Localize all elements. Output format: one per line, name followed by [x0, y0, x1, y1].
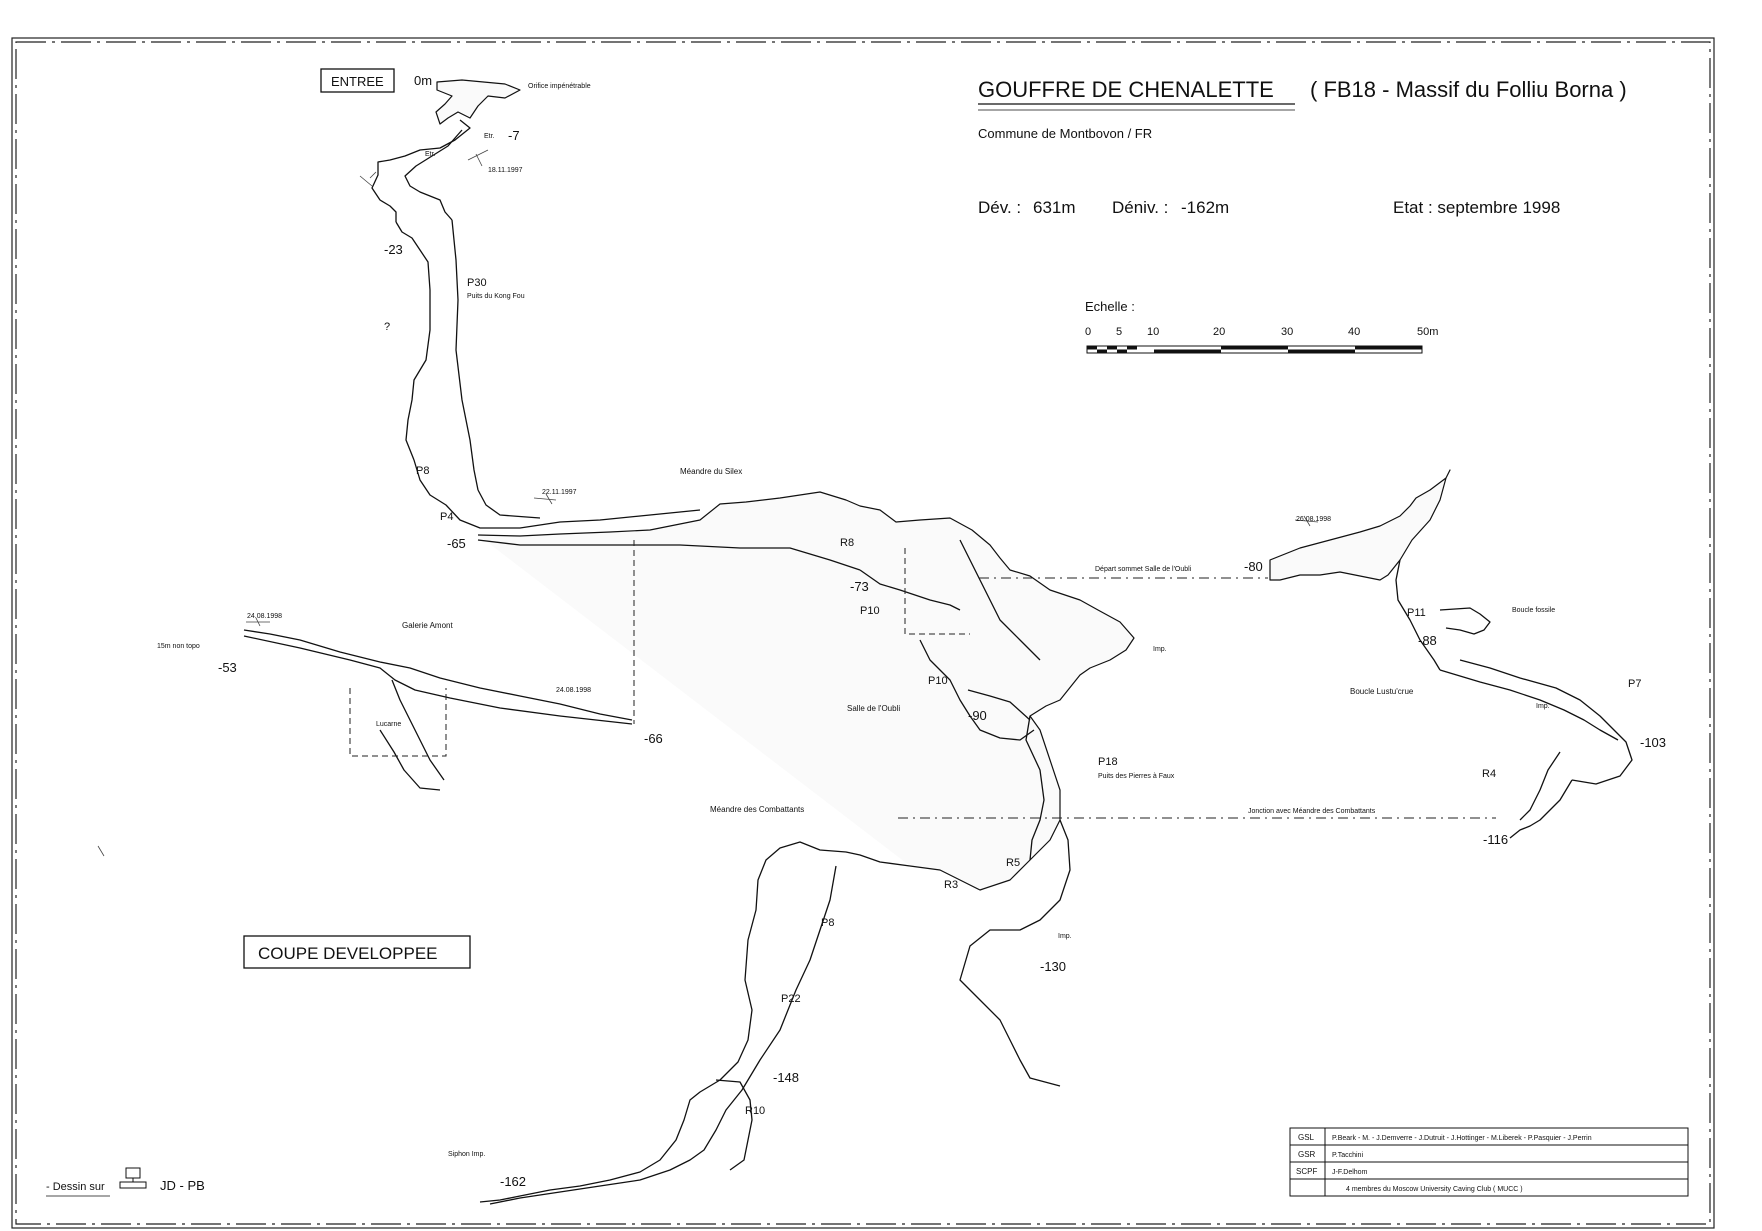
- label-r8: R8: [840, 537, 855, 549]
- label-non-topo: 15m non topo: [157, 643, 200, 650]
- deniv-value: -162m: [1181, 198, 1230, 217]
- label-meandre-combattants: Méandre des Combattants: [710, 805, 805, 814]
- label-puits-kong-fou: Puits du Kong Fou: [467, 293, 525, 300]
- label-p4: P4: [440, 511, 454, 523]
- label-r10: R10: [745, 1105, 766, 1117]
- depth-103: -103: [1640, 735, 1667, 750]
- scale-tick-10: 10: [1147, 326, 1160, 338]
- depth-88: -88: [1418, 633, 1437, 648]
- scale-tick-20: 20: [1213, 326, 1226, 338]
- depth-148: -148: [773, 1070, 800, 1085]
- label-lucarne: Lucarne: [376, 721, 402, 728]
- label-p8-top: P8: [416, 465, 430, 477]
- depth-90: -90: [968, 708, 987, 723]
- coupe-label: COUPE DEVELOPPEE: [258, 944, 438, 963]
- scale-tick-50: 50m: [1417, 326, 1439, 338]
- survey-subtitle: ( FB18 - Massif du Folliu Borna ): [1310, 77, 1627, 102]
- credits-club-1: GSR: [1298, 1150, 1316, 1159]
- label-question: ?: [384, 321, 391, 333]
- label-etr-1: Etr.: [484, 133, 495, 140]
- label-date-24-08-1998-b: 24.08.1998: [556, 687, 592, 694]
- depth-116: -116: [1483, 832, 1509, 847]
- label-r5: R5: [1006, 857, 1021, 869]
- label-date-18-11-1997: 18.11.1997: [488, 167, 523, 174]
- credits-names-2: J-F.Delhom: [1332, 1169, 1368, 1176]
- label-p8-bottom: P8: [821, 917, 835, 929]
- label-p11: P11: [1407, 607, 1426, 619]
- label-galerie-amont: Galerie Amont: [402, 621, 453, 630]
- credits-names-0: P.Beark - M. - J.Demverre - J.Dutruit - J.Hottinger - M.Liberek - P.Pasquier - J.Perrin: [1332, 1135, 1592, 1142]
- scale-tick-0: 0: [1085, 326, 1092, 338]
- depth-130: -130: [1040, 959, 1067, 974]
- scale-bar: [1087, 346, 1422, 353]
- label-imp-2: Imp.: [1536, 703, 1550, 710]
- credits-table: [1290, 1128, 1688, 1196]
- label-date-24-08-1998: 24.08.1998: [247, 613, 283, 620]
- credits-club-0: GSL: [1298, 1133, 1315, 1142]
- label-salle-oubli: Salle de l'Oubli: [847, 704, 901, 713]
- label-boucle-lustucrue: Boucle Lustu'crue: [1350, 687, 1414, 696]
- depth-23: -23: [384, 242, 403, 257]
- label-date-22-11-1997: 22.11.1997: [542, 489, 577, 496]
- label-p22: P22: [781, 993, 801, 1005]
- depth-53: -53: [218, 660, 237, 675]
- scale-tick-40: 40: [1348, 326, 1361, 338]
- survey-hatching: [98, 150, 1318, 856]
- dev-label: Dév. :: [978, 198, 1022, 217]
- label-puits-pierres: Puits des Pierres à Faux: [1098, 773, 1175, 780]
- depth-66: -66: [644, 731, 663, 746]
- label-depart-sommet: Départ sommet Salle de l'Oubli: [1095, 566, 1192, 573]
- credits-club-2: SCPF: [1296, 1167, 1318, 1176]
- scale-ticks: [1085, 326, 1438, 338]
- footer-authors: JD - PB: [160, 1178, 205, 1193]
- depth-7: -7: [508, 128, 520, 143]
- label-p18: P18: [1098, 756, 1118, 768]
- label-p30: P30: [467, 277, 487, 289]
- label-p10-a: P10: [860, 605, 880, 617]
- label-meandre-silex: Méandre du Silex: [680, 467, 743, 476]
- depth-162: -162: [500, 1174, 527, 1189]
- scale-label: Echelle :: [1085, 299, 1135, 314]
- label-r4: R4: [1482, 768, 1497, 780]
- credits-names-1: P.Tacchini: [1332, 1152, 1364, 1159]
- label-boucle-fossile: Boucle fossile: [1512, 607, 1556, 614]
- dev-value: 631m: [1033, 198, 1076, 217]
- depth-65: -65: [447, 536, 466, 551]
- depth-80: -80: [1244, 559, 1263, 574]
- scale-tick-30: 30: [1281, 326, 1294, 338]
- label-orifice: Orifice impénétrable: [528, 83, 591, 90]
- label-p7: P7: [1628, 678, 1642, 690]
- etat-label: Etat : septembre 1998: [1393, 198, 1561, 217]
- label-etr-2: Etr.: [425, 151, 436, 158]
- label-r3: R3: [944, 879, 959, 891]
- computer-icon: [120, 1168, 146, 1188]
- survey-title: GOUFFRE DE CHENALETTE: [978, 77, 1274, 102]
- label-p10-b: P10: [928, 675, 948, 687]
- footer-dessin: - Dessin sur: [46, 1181, 105, 1193]
- depth-0m: 0m: [414, 73, 433, 88]
- label-siphon: Siphon Imp.: [448, 1151, 486, 1158]
- label-imp-1: Imp.: [1153, 646, 1167, 653]
- depth-73: -73: [850, 579, 869, 594]
- scale-tick-5: 5: [1116, 326, 1123, 338]
- credits-names-3: 4 membres du Moscow University Caving Club ( MUCC ): [1346, 1186, 1523, 1193]
- label-jonction: Jonction avec Méandre des Combattants: [1248, 808, 1376, 815]
- label-imp-3: Imp.: [1058, 933, 1072, 940]
- commune-label: Commune de Montbovon / FR: [978, 126, 1153, 141]
- entree-label: ENTREE: [331, 74, 384, 89]
- label-date-26-08-1998: 26.08.1998: [1296, 516, 1332, 523]
- deniv-label: Déniv. :: [1112, 198, 1169, 217]
